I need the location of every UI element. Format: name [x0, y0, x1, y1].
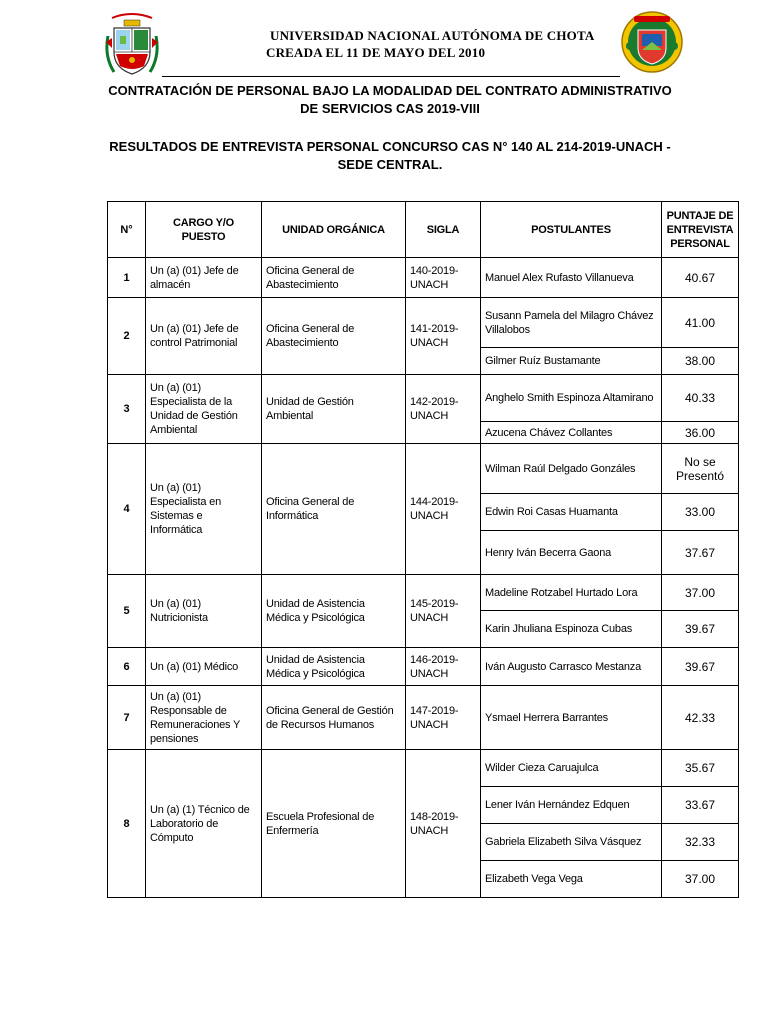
- postulante-cell: Wilman Raúl Delgado Gonzáles: [481, 444, 662, 494]
- cargo-cell: Un (a) (01) Jefe de control Patrimonial: [146, 298, 262, 375]
- postulante-cell: Anghelo Smith Espinoza Altamirano: [481, 375, 662, 422]
- score-cell: 39.67: [662, 648, 739, 686]
- table-row: [108, 575, 739, 611]
- sigla-cell: 144-2019-UNACH: [406, 444, 481, 575]
- score-cell: 40.67: [662, 258, 739, 298]
- title-line-1: CONTRATACIÓN DE PERSONAL BAJO LA MODALIDAD DEL CONTRATO ADMINISTRATIVO: [108, 83, 672, 98]
- results-table: [107, 201, 739, 898]
- score-cell: 32.33: [662, 824, 739, 861]
- cargo-cell: Un (a) (01) Médico: [146, 648, 262, 686]
- cargo-cell: Un (a) (01) Nutricionista: [146, 575, 262, 648]
- score-cell: 42.33: [662, 686, 739, 750]
- table-row: [108, 750, 739, 787]
- score-cell: 37.00: [662, 575, 739, 611]
- row-num: 5: [108, 575, 146, 648]
- table-row: [108, 648, 739, 686]
- cargo-cell: Un (a) (01) Jefe de almacén: [146, 258, 262, 298]
- table-row: [108, 375, 739, 422]
- cargo-cell: Un (a) (01) Especialista en Sistemas e Informática: [146, 444, 262, 575]
- sigla-cell: 141-2019-UNACH: [406, 298, 481, 375]
- unach-university-seal-logo: [620, 10, 684, 74]
- unidad-cell: Unidad de Asistencia Médica y Psicológica: [262, 575, 406, 648]
- score-cell: 35.67: [662, 750, 739, 787]
- subtitle-line-2: SEDE CENTRAL.: [337, 157, 443, 172]
- sigla-cell: 140-2019-UNACH: [406, 258, 481, 298]
- document-title: [100, 82, 680, 118]
- sigla-cell: 147-2019-UNACH: [406, 686, 481, 750]
- score-cell: 41.00: [662, 298, 739, 348]
- postulante-cell: Ysmael Herrera Barrantes: [481, 686, 662, 750]
- postulante-cell: Gilmer Ruíz Bustamante: [481, 348, 662, 375]
- postulante-cell: Gabriela Elizabeth Silva Vásquez: [481, 824, 662, 861]
- header-num: N°: [108, 202, 146, 258]
- header-postulantes: POSTULANTES: [481, 202, 662, 258]
- table-row: [108, 258, 739, 298]
- table-row: [108, 298, 739, 348]
- unidad-cell: Unidad de Gestión Ambiental: [262, 375, 406, 444]
- score-cell: No se Presentó: [662, 444, 739, 494]
- unidad-cell: Unidad de Asistencia Médica y Psicológica: [262, 648, 406, 686]
- sigla-cell: 145-2019-UNACH: [406, 575, 481, 648]
- header-sigla: SIGLA: [406, 202, 481, 258]
- postulante-cell: Lener Iván Hernández Edquen: [481, 787, 662, 824]
- subtitle-line-1: RESULTADOS DE ENTREVISTA PERSONAL CONCURSO CAS N° 140 AL 214-2019-UNACH -: [109, 139, 671, 154]
- document-subtitle: [100, 138, 680, 174]
- postulante-cell: Wilder Cieza Caruajulca: [481, 750, 662, 787]
- sigla-cell: 142-2019-UNACH: [406, 375, 481, 444]
- postulante-cell: Azucena Chávez Collantes: [481, 422, 662, 444]
- postulante-cell: Iván Augusto Carrasco Mestanza: [481, 648, 662, 686]
- peru-coat-of-arms-logo: [104, 12, 160, 78]
- postulante-cell: Elizabeth Vega Vega: [481, 861, 662, 898]
- score-cell: 33.67: [662, 787, 739, 824]
- table-row: [108, 686, 739, 750]
- row-num: 3: [108, 375, 146, 444]
- title-line-2: DE SERVICIOS CAS 2019-VIII: [300, 101, 480, 116]
- table-row: [108, 444, 739, 494]
- postulante-cell: Karin Jhuliana Espinoza Cubas: [481, 611, 662, 648]
- unidad-cell: Oficina General de Abastecimiento: [262, 258, 406, 298]
- postulante-cell: Henry Iván Becerra Gaona: [481, 531, 662, 575]
- postulante-cell: Madeline Rotzabel Hurtado Lora: [481, 575, 662, 611]
- postulante-cell: Susann Pamela del Milagro Chávez Villalobos: [481, 298, 662, 348]
- header-puntaje: PUNTAJE DE ENTREVISTA PERSONAL: [662, 202, 739, 258]
- row-num: 7: [108, 686, 146, 750]
- sigla-cell: 146-2019-UNACH: [406, 648, 481, 686]
- score-cell: 38.00: [662, 348, 739, 375]
- cargo-cell: Un (a) (1) Técnico de Laboratorio de Cómputo: [146, 750, 262, 898]
- cargo-cell: Un (a) (01) Responsable de Remuneraciones Y pensiones: [146, 686, 262, 750]
- row-num: 4: [108, 444, 146, 575]
- score-cell: 37.00: [662, 861, 739, 898]
- header-divider: [162, 76, 620, 77]
- header-unidad: UNIDAD ORGÁNICA: [262, 202, 406, 258]
- score-cell: 37.67: [662, 531, 739, 575]
- header-cargo: CARGO Y/O PUESTO: [146, 202, 262, 258]
- score-cell: 36.00: [662, 422, 739, 444]
- score-cell: 40.33: [662, 375, 739, 422]
- score-cell: 39.67: [662, 611, 739, 648]
- score-cell: 33.00: [662, 494, 739, 531]
- sigla-cell: 148-2019-UNACH: [406, 750, 481, 898]
- row-num: 1: [108, 258, 146, 298]
- postulante-cell: Edwin Roi Casas Huamanta: [481, 494, 662, 531]
- row-num: 2: [108, 298, 146, 375]
- row-num: 6: [108, 648, 146, 686]
- unidad-cell: Oficina General de Informática: [262, 444, 406, 575]
- unidad-cell: Oficina General de Abastecimiento: [262, 298, 406, 375]
- postulante-cell: Manuel Alex Rufasto Villanueva: [481, 258, 662, 298]
- unidad-cell: Escuela Profesional de Enfermería: [262, 750, 406, 898]
- row-num: 8: [108, 750, 146, 898]
- university-name: UNIVERSIDAD NACIONAL AUTÓNOMA DE CHOTA: [270, 28, 595, 43]
- cargo-cell: Un (a) (01) Especialista de la Unidad de Gestión Ambiental: [146, 375, 262, 444]
- table-header-row: [108, 202, 739, 258]
- university-founded: CREADA EL 11 DE MAYO DEL 2010: [266, 45, 486, 60]
- unidad-cell: Oficina General de Gestión de Recursos Humanos: [262, 686, 406, 750]
